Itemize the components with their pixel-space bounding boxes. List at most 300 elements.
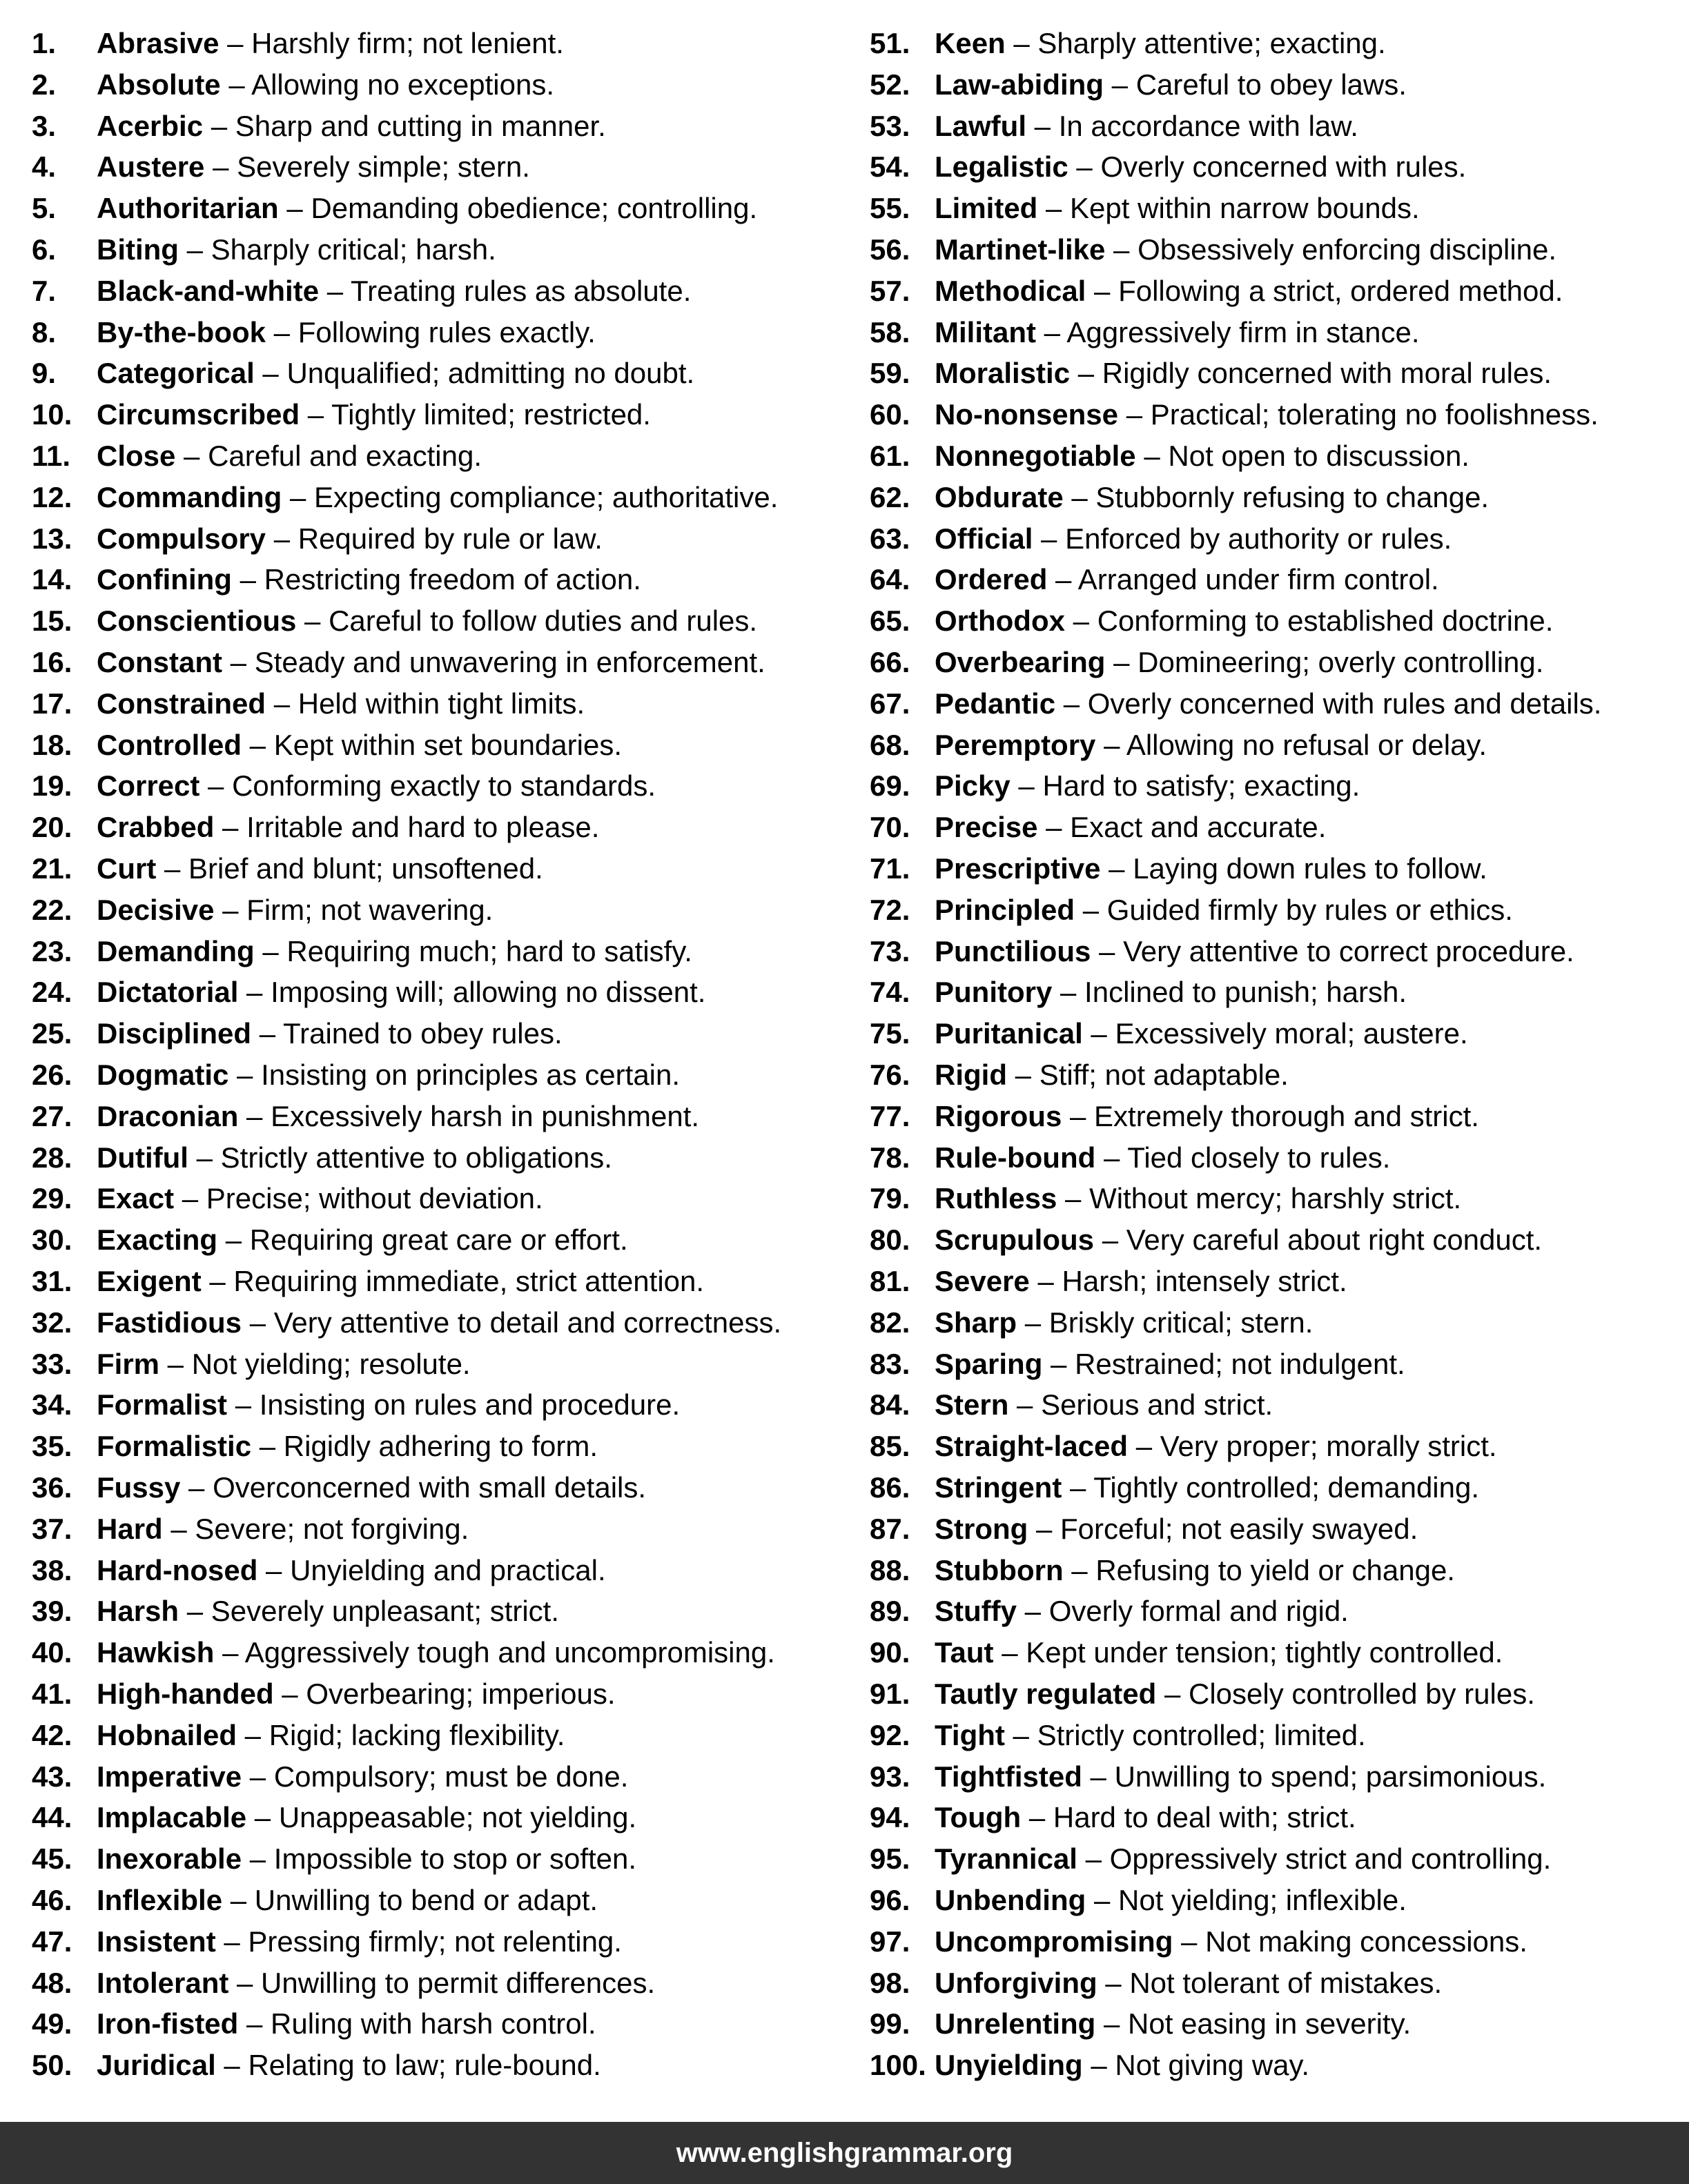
- list-item-dash: –: [1052, 976, 1085, 1009]
- list-item-dash: –: [1104, 68, 1136, 101]
- footer-url[interactable]: www.englishgrammar.org: [676, 2138, 1013, 2168]
- list-item-number: 26.: [32, 1059, 72, 1091]
- list-item-body: [97, 477, 778, 518]
- list-item-body: [97, 1632, 775, 1673]
- list-item-body: [935, 1178, 1461, 1219]
- list-item-body: [935, 1673, 1535, 1715]
- list-item-body: [935, 146, 1466, 188]
- list-item-dash: –: [1173, 1925, 1206, 1958]
- list-item-body: [97, 312, 596, 353]
- list-item-term: Unrelenting: [935, 2007, 1096, 2040]
- list-item-body: [935, 270, 1563, 312]
- list-item-dash: –: [1037, 192, 1071, 225]
- list-item-number: 34.: [32, 1388, 72, 1421]
- list-item-dash: –: [204, 150, 237, 184]
- list-item-number: 75.: [870, 1017, 910, 1050]
- list-item-number: 43.: [32, 1760, 72, 1793]
- list-item-number: 25.: [32, 1017, 72, 1050]
- list-item-number: 41.: [32, 1678, 72, 1710]
- list-item-body: [935, 2045, 1309, 2086]
- list-item-dash: –: [1005, 27, 1038, 59]
- list-item-number: 53.: [870, 109, 910, 142]
- list-item-number: 28.: [32, 1141, 72, 1174]
- list-item-definition: Held within tight limits.: [297, 687, 585, 720]
- list-item-dash: –: [300, 398, 332, 431]
- list-item-dash: –: [273, 1678, 306, 1710]
- list-item-number: 22.: [32, 893, 72, 926]
- list-item-term: Lawful: [935, 109, 1026, 142]
- list-item-number: 99.: [870, 2007, 910, 2040]
- list-item-definition: Unwilling to bend or adapt.: [254, 1884, 598, 1916]
- list-item-definition: Rigid; lacking flexibility.: [269, 1718, 565, 1751]
- list-item-definition: Harsh; intensely strict.: [1062, 1265, 1347, 1297]
- list-item-body: [935, 23, 1386, 64]
- list-item-body: [97, 1261, 704, 1302]
- list-item-body: [97, 229, 496, 270]
- list-item-number: 18.: [32, 728, 72, 761]
- list-item-number: 29.: [32, 1182, 72, 1215]
- list-item-number: 16.: [32, 646, 72, 678]
- list-item-dash: –: [238, 2007, 271, 2040]
- list-item-number: 79.: [870, 1182, 910, 1215]
- list-item-dash: –: [266, 687, 298, 720]
- list-item-definition: Requiring immediate, strict attention.: [233, 1265, 705, 1297]
- list-item-dash: –: [1062, 1099, 1095, 1132]
- list-item-dash: –: [237, 1718, 269, 1751]
- list-item-number: 6.: [32, 233, 57, 266]
- list-item-number: 9.: [32, 357, 57, 390]
- list-item-body: [97, 353, 694, 394]
- list-item-number: 94.: [870, 1801, 910, 1834]
- list-item-definition: Not yielding; inflexible.: [1118, 1884, 1407, 1916]
- list-item-definition: Severely simple; stern.: [237, 150, 530, 184]
- list-item-definition: Conforming exactly to standards.: [232, 769, 656, 803]
- list-item-number: 30.: [32, 1223, 72, 1257]
- list-item-body: [97, 1838, 636, 1880]
- list-item-number: 89.: [870, 1595, 910, 1628]
- list-item-definition: Careful and exacting.: [208, 440, 482, 472]
- list-item-term: Stuffy: [935, 1595, 1017, 1628]
- list-item-dash: –: [203, 109, 235, 142]
- list-item-number: 88.: [870, 1553, 910, 1586]
- list-item-number: 72.: [870, 893, 910, 926]
- list-item-number: 47.: [32, 1925, 72, 1958]
- list-item-definition: Aggressively firm in stance.: [1066, 315, 1420, 348]
- list-item-definition: Careful to obey laws.: [1135, 68, 1407, 101]
- list-item-number: 45.: [32, 1842, 72, 1876]
- list-item-term: Harsh: [97, 1595, 179, 1628]
- list-item-body: [97, 683, 585, 725]
- list-item-body: [97, 1673, 616, 1715]
- list-item-dash: –: [1075, 893, 1107, 926]
- list-item-dash: –: [219, 27, 252, 59]
- list-item-body: [97, 2003, 596, 2045]
- list-item-body: [935, 848, 1487, 889]
- list-item-number: 46.: [32, 1884, 72, 1916]
- list-item-number: 90.: [870, 1636, 910, 1669]
- list-item-term: Peremptory: [935, 728, 1096, 761]
- list-item-definition: Serious and strict.: [1041, 1388, 1273, 1421]
- list-item-number: 74.: [870, 976, 910, 1009]
- list-item-body: [97, 889, 493, 931]
- list-item-term: Taut: [935, 1636, 994, 1669]
- list-item-definition: Not giving way.: [1115, 2049, 1310, 2082]
- list-item-definition: Required by rule or law.: [297, 522, 603, 555]
- list-item-number: 73.: [870, 934, 910, 967]
- list-item-body: [97, 1921, 622, 1962]
- list-item-definition: Overly concerned with rules.: [1100, 150, 1467, 184]
- list-item-body: [97, 394, 651, 435]
- list-item-body: [935, 518, 1452, 560]
- list-item-dash: –: [1008, 1388, 1042, 1421]
- list-item-definition: Overly concerned with rules and details.: [1087, 687, 1602, 720]
- list-item-dash: –: [1029, 1265, 1062, 1297]
- list-item-term: Overbearing: [935, 646, 1106, 678]
- list-item-term: Limited: [935, 192, 1038, 225]
- list-item-term: Correct: [97, 769, 200, 803]
- list-item-definition: Excessively harsh in punishment.: [271, 1099, 700, 1132]
- list-item-definition: Unqualified; admitting no doubt.: [286, 357, 695, 390]
- list-item-term: Authoritarian: [97, 192, 279, 225]
- list-item-definition: Expecting compliance; authoritative.: [314, 480, 779, 513]
- list-item-dash: –: [1082, 1760, 1115, 1793]
- list-item-term: Legalistic: [935, 150, 1068, 184]
- list-item-number: 84.: [870, 1388, 910, 1421]
- list-item-definition: Tied closely to rules.: [1127, 1141, 1391, 1174]
- list-item-term: Unyielding: [935, 2049, 1083, 2082]
- list-item-number: 50.: [32, 2049, 72, 2082]
- list-item-term: Hard-nosed: [97, 1553, 258, 1586]
- list-item-body: [97, 1797, 636, 1838]
- list-item-dash: –: [1063, 480, 1096, 513]
- list-item-number: 57.: [870, 274, 910, 307]
- list-item-definition: Laying down rules to follow.: [1133, 852, 1487, 885]
- list-item-body: [97, 725, 622, 766]
- list-item-term: Acerbic: [97, 109, 204, 142]
- list-item-number: 95.: [870, 1842, 910, 1876]
- list-item-number: 69.: [870, 769, 910, 803]
- list-item-number: 87.: [870, 1512, 910, 1545]
- list-item-number: 97.: [870, 1925, 910, 1958]
- list-item-term: Puritanical: [935, 1017, 1083, 1050]
- list-item-number: 40.: [32, 1636, 72, 1669]
- list-item-dash: –: [1118, 398, 1151, 431]
- list-item-definition: Tightly controlled; demanding.: [1093, 1471, 1480, 1504]
- list-item-dash: –: [1095, 1141, 1128, 1174]
- list-item-body: [97, 1550, 606, 1591]
- list-item-term: Law-abiding: [935, 68, 1104, 101]
- list-item-number: 96.: [870, 1884, 910, 1916]
- list-item-definition: Allowing no exceptions.: [251, 68, 554, 101]
- list-item-term: Tautly regulated: [935, 1678, 1157, 1710]
- list-item-number: 32.: [32, 1306, 72, 1339]
- list-item-body: [935, 889, 1513, 931]
- list-item-dash: –: [222, 646, 255, 678]
- list-item-dash: –: [222, 1884, 255, 1916]
- list-item-number: 68.: [870, 728, 910, 761]
- list-item-term: Formalistic: [97, 1430, 252, 1463]
- list-item-number: 2.: [32, 68, 57, 101]
- list-item-number: 33.: [32, 1347, 72, 1380]
- list-item-dash: –: [178, 233, 211, 266]
- list-item-dash: –: [1082, 1017, 1115, 1050]
- list-item-body: [935, 1344, 1405, 1385]
- list-item-dash: –: [228, 1059, 262, 1091]
- list-item-dash: –: [1135, 440, 1169, 472]
- list-item-definition: Extremely thorough and strict.: [1094, 1099, 1479, 1132]
- list-item-definition: Inclined to punish; harsh.: [1084, 976, 1407, 1009]
- list-item-number: 80.: [870, 1223, 910, 1257]
- list-item-term: Tight: [935, 1718, 1005, 1751]
- list-item-body: [97, 64, 554, 106]
- list-item-body: [97, 2045, 601, 2086]
- list-item-definition: Strictly attentive to obligations.: [220, 1141, 612, 1174]
- list-item-term: Biting: [97, 233, 179, 266]
- list-item-dash: –: [242, 1306, 274, 1339]
- list-item-dash: –: [215, 2049, 248, 2082]
- list-item-term: Tyrannical: [935, 1842, 1077, 1876]
- list-item-term: Punctilious: [935, 934, 1091, 967]
- list-item-term: Tough: [935, 1801, 1022, 1834]
- list-item-definition: Severely unpleasant; strict.: [211, 1595, 560, 1628]
- list-item-body: [935, 1096, 1479, 1137]
- list-item-definition: Not easing in severity.: [1128, 2007, 1412, 2040]
- list-item-term: Prescriptive: [935, 852, 1101, 885]
- list-item-dash: –: [1091, 934, 1124, 967]
- list-item-term: Demanding: [97, 934, 255, 967]
- list-item-dash: –: [159, 1347, 192, 1380]
- list-item-number: 48.: [32, 1966, 72, 1999]
- list-item-definition: Careful to follow duties and rules.: [329, 604, 758, 638]
- list-item-dash: –: [174, 1182, 206, 1215]
- list-item-number: 54.: [870, 150, 910, 184]
- list-item-dash: –: [1156, 1678, 1189, 1710]
- list-item-term: Fussy: [97, 1471, 181, 1504]
- list-item-term: Constant: [97, 646, 222, 678]
- list-item-body: [97, 1344, 471, 1385]
- list-item-dash: –: [1062, 1471, 1094, 1504]
- list-item-term: Categorical: [97, 357, 255, 390]
- list-item-dash: –: [162, 1512, 195, 1545]
- list-item-term: Punitory: [935, 976, 1053, 1009]
- list-item-term: Decisive: [97, 893, 215, 926]
- list-item-dash: –: [238, 976, 271, 1009]
- list-item-term: Black-and-white: [97, 274, 320, 307]
- list-item-term: Crabbed: [97, 811, 215, 844]
- list-item-number: 62.: [870, 480, 910, 513]
- list-item-number: 86.: [870, 1471, 910, 1504]
- list-item-definition: Obsessively enforcing discipline.: [1138, 233, 1557, 266]
- list-item-dash: –: [254, 934, 287, 967]
- list-item-dash: –: [993, 1636, 1026, 1669]
- list-item-dash: –: [1086, 1884, 1118, 1916]
- list-item-dash: –: [227, 1388, 260, 1421]
- list-item-body: [935, 2003, 1411, 2045]
- list-item-body: [935, 1880, 1407, 1921]
- list-item-number: 3.: [32, 109, 57, 142]
- list-item-body: [935, 106, 1358, 147]
- list-item-term: Abrasive: [97, 27, 219, 59]
- list-item-definition: Precise; without deviation.: [206, 1182, 543, 1215]
- list-item-dash: –: [1017, 1595, 1049, 1628]
- list-item-body: [935, 1715, 1366, 1756]
- list-item-number: 44.: [32, 1801, 72, 1834]
- list-item-dash: –: [175, 440, 208, 472]
- list-item-body: [97, 1013, 563, 1054]
- list-item-term: Compulsory: [97, 522, 266, 555]
- list-item-dash: –: [1068, 150, 1101, 184]
- list-item-definition: Overbearing; imperious.: [306, 1678, 616, 1710]
- list-item-dash: –: [1095, 728, 1126, 761]
- list-item-definition: Following a strict, ordered method.: [1118, 274, 1563, 307]
- list-item-dash: –: [1035, 315, 1067, 348]
- list-item-definition: Very attentive to detail and correctness.: [273, 1306, 782, 1339]
- list-item-dash: –: [201, 1265, 234, 1297]
- list-item-definition: Pressing firmly; not relenting.: [248, 1925, 622, 1958]
- list-item-body: [97, 848, 543, 889]
- list-item-number: 65.: [870, 604, 910, 638]
- list-item-term: Controlled: [97, 728, 242, 761]
- list-item-dash: –: [1004, 1718, 1037, 1751]
- list-item-term: Ordered: [935, 563, 1048, 596]
- list-item-dash: –: [217, 1223, 250, 1257]
- list-item-dash: –: [199, 769, 233, 803]
- list-item-term: Exact: [97, 1182, 175, 1215]
- list-item-term: Firm: [97, 1347, 160, 1380]
- list-item-definition: Harshly firm; not lenient.: [251, 27, 564, 59]
- list-item-number: 42.: [32, 1718, 72, 1751]
- list-item-term: Methodical: [935, 274, 1086, 307]
- list-item-term: Stubborn: [935, 1553, 1064, 1586]
- list-item-dash: –: [266, 315, 298, 348]
- list-item-number: 78.: [870, 1141, 910, 1174]
- list-item-definition: Overly formal and rigid.: [1048, 1595, 1349, 1628]
- list-item-term: Conscientious: [97, 604, 297, 638]
- list-item-dash: –: [214, 893, 247, 926]
- list-item-body: [935, 1921, 1527, 1962]
- list-item-dash: –: [254, 357, 287, 390]
- list-item-definition: Very attentive to correct procedure.: [1123, 934, 1574, 967]
- list-item-definition: Not making concessions.: [1205, 1925, 1527, 1958]
- list-item-body: [935, 394, 1599, 435]
- list-item-term: Strong: [935, 1512, 1028, 1545]
- list-item-definition: Rigidly concerned with moral rules.: [1102, 357, 1552, 390]
- list-item-definition: Brief and blunt; unsoftened.: [188, 852, 543, 885]
- list-item-body: [97, 435, 482, 477]
- list-item-term: Martinet-like: [935, 233, 1106, 266]
- list-item-number: 15.: [32, 604, 72, 638]
- list-item-definition: Allowing no refusal or delay.: [1126, 728, 1487, 761]
- list-item-definition: Kept within set boundaries.: [273, 728, 622, 761]
- list-item-number: 38.: [32, 1553, 72, 1586]
- list-item-number: 14.: [32, 563, 72, 596]
- list-item-term: Unbending: [935, 1884, 1086, 1916]
- list-item-definition: Restrained; not indulgent.: [1075, 1347, 1405, 1380]
- list-item-number: 11.: [32, 440, 71, 472]
- list-item-dash: –: [1100, 852, 1133, 885]
- list-item-body: [935, 435, 1470, 477]
- list-item-dash: –: [246, 1801, 279, 1834]
- list-item-term: Obdurate: [935, 480, 1064, 513]
- list-item-body: [97, 807, 599, 848]
- list-item-definition: Kept within narrow bounds.: [1070, 192, 1420, 225]
- list-item-definition: Practical; tolerating no foolishness.: [1150, 398, 1599, 431]
- list-item-body: [97, 931, 692, 972]
- list-item-body: [97, 1756, 628, 1798]
- list-item-term: Dutiful: [97, 1141, 188, 1174]
- list-item-term: Disciplined: [97, 1017, 252, 1050]
- list-item-body: [935, 1261, 1347, 1302]
- list-item-dash: –: [214, 811, 247, 844]
- list-item-body: [97, 1096, 699, 1137]
- list-item-body: [935, 229, 1556, 270]
- list-item-body: [97, 1508, 469, 1550]
- list-item-definition: Trained to obey rules.: [283, 1017, 563, 1050]
- list-item-term: Militant: [935, 315, 1036, 348]
- list-item-definition: Insisting on rules and procedure.: [259, 1388, 681, 1421]
- list-item-dash: –: [156, 852, 189, 885]
- list-item-definition: Guided firmly by rules or ethics.: [1106, 893, 1513, 926]
- list-item-term: Rule-bound: [935, 1141, 1096, 1174]
- list-item-number: 5.: [32, 192, 57, 225]
- list-item-body: [97, 1178, 543, 1219]
- list-item-dash: –: [1026, 109, 1059, 142]
- list-item-dash: –: [242, 1842, 274, 1876]
- list-item-dash: –: [241, 728, 274, 761]
- list-item-body: [935, 1797, 1356, 1838]
- list-item-term: High-handed: [97, 1678, 274, 1710]
- list-item-term: Stringent: [935, 1471, 1062, 1504]
- list-item-definition: Without mercy; harshly strict.: [1089, 1182, 1462, 1215]
- list-item-dash: –: [1063, 1553, 1096, 1586]
- list-item-body: [935, 353, 1552, 394]
- list-item-definition: Relating to law; rule-bound.: [248, 2049, 601, 2082]
- list-item-number: 59.: [870, 357, 910, 390]
- list-item-number: 35.: [32, 1430, 72, 1463]
- list-item-definition: Impossible to stop or soften.: [273, 1842, 637, 1876]
- list-item-number: 71.: [870, 852, 910, 885]
- list-item-term: Sharp: [935, 1306, 1017, 1339]
- list-item-body: [935, 725, 1487, 766]
- list-item-number: 56.: [870, 233, 910, 266]
- list-item-term: No-nonsense: [935, 398, 1119, 431]
- list-item-term: Pedantic: [935, 687, 1056, 720]
- list-item-dash: –: [179, 1595, 211, 1628]
- list-item-term: Inexorable: [97, 1842, 242, 1876]
- list-item-definition: Stiff; not adaptable.: [1039, 1059, 1289, 1091]
- list-item-dash: –: [1037, 811, 1071, 844]
- list-item-body: [97, 270, 691, 312]
- list-item-dash: –: [251, 1430, 284, 1463]
- list-item-body: [97, 518, 603, 560]
- list-item-number: 13.: [32, 522, 72, 555]
- list-item-number: 66.: [870, 646, 910, 678]
- list-item-term: Straight-laced: [935, 1430, 1129, 1463]
- list-item-dash: –: [1086, 274, 1119, 307]
- list-item-term: Ruthless: [935, 1182, 1057, 1215]
- list-item-term: Precise: [935, 811, 1038, 844]
- list-item-term: Curt: [97, 852, 157, 885]
- list-item-dash: –: [188, 1141, 221, 1174]
- list-item-dash: –: [1128, 1430, 1160, 1463]
- list-item-term: Nonnegotiable: [935, 440, 1136, 472]
- list-item-body: [935, 972, 1407, 1013]
- list-item-body: [935, 477, 1489, 518]
- list-item-definition: Enforced by authority or rules.: [1065, 522, 1452, 555]
- list-item-term: Exacting: [97, 1223, 218, 1257]
- list-item-term: Fastidious: [97, 1306, 242, 1339]
- list-item-definition: Following rules exactly.: [297, 315, 596, 348]
